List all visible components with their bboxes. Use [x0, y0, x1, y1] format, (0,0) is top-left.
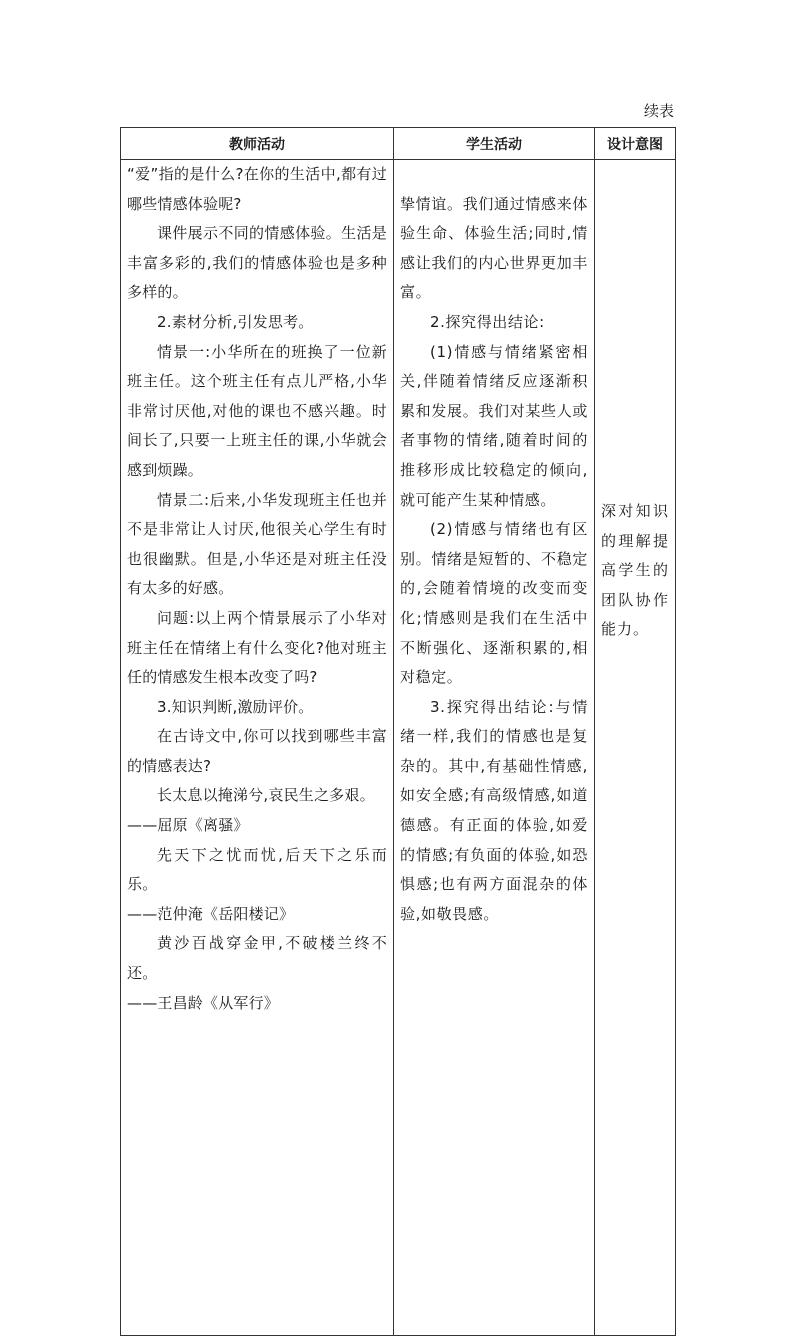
student-paragraph: 3.探究得出结论:与情绪一样,我们的情感也是复杂的。其中,有基础性情感,如安全感;有高级情感,如道德感。有正面的体验,如爱的情感;有负面的体验,如恐惧感;也有两方面混杂的体验,如敬畏感。 [400, 697, 588, 923]
teacher-paragraph: 2.素材分析,引发思考。 [157, 312, 314, 331]
table-row [121, 160, 676, 1336]
student-paragraph [400, 160, 588, 190]
design-intent-cell [595, 160, 676, 1336]
teacher-paragraph: 长太息以掩涕兮,哀民生之多艰。 [157, 786, 375, 805]
table-header-row [121, 128, 676, 160]
teacher-paragraph: 情景一:小华所在的班换了一位新班主任。这个班主任有点儿严格,小华非常讨厌他,对他的课也不感兴趣。时间长了,只要一上班主任的课,小华就会感到烦躁。 [127, 342, 387, 479]
teacher-paragraph: 先天下之忧而忧,后天下之乐而乐。 [127, 845, 387, 894]
teacher-paragraph: ——范仲淹《岳阳楼记》 [127, 904, 295, 923]
teacher-paragraph: 黄沙百战穿金甲,不破楼兰终不还。 [127, 934, 387, 983]
teacher-paragraph: ——王昌龄《从军行》 [127, 993, 280, 1012]
student-paragraph: (2)情感与情绪也有区别。情绪是短暂的、不稳定的,会随着情境的改变而变化;情感则是我们在生活中不断强化、逐渐积累的,相对稳定。 [400, 520, 588, 687]
teacher-activity-cell [121, 160, 394, 1336]
teacher-paragraph: 3.知识判断,激励评价。 [157, 697, 314, 716]
teacher-paragraph: 情景二:后来,小华发现班主任也并不是非常让人讨厌,他很关心学生有时也很幽默。但是,小华还是对班主任没有太多的好感。 [127, 490, 387, 598]
continued-table-label: 续表 [643, 102, 674, 120]
student-activity-cell [394, 160, 595, 1336]
teacher-paragraph: ——屈原《离骚》 [127, 816, 249, 835]
header-student-activity: 学生活动 [394, 128, 595, 160]
student-paragraph: 2.探究得出结论: [430, 312, 545, 331]
teacher-paragraph: 课件展示不同的情感体验。生活是丰富多彩的,我们的情感体验也是多种多样的。 [127, 224, 387, 302]
header-design-intent: 设计意图 [595, 128, 676, 160]
design-intent-text: 深对知识的理解提高学生的团队协作能力。 [601, 502, 669, 639]
lesson-plan-table [120, 127, 676, 1336]
student-paragraph: (1)情感与情绪紧密相关,伴随着情绪反应逐渐积累和发展。我们对某些人或者事物的情绪,随着时间的推移形成比较稳定的倾向,就可能产生某种情感。 [400, 342, 588, 509]
teacher-paragraph: “爱”指的是什么?在你的生活中,都有过哪些情感体验呢? [127, 165, 387, 213]
teacher-paragraph: 问题:以上两个情景展示了小华对班主任在情绪上有什么变化?他对班主任的情感发生根本改变了吗? [127, 608, 387, 687]
header-teacher-activity: 教师活动 [121, 128, 394, 160]
teacher-paragraph: 在古诗文中,你可以找到哪些丰富的情感表达? [127, 727, 387, 775]
student-paragraph: 挚情谊。我们通过情感来体验生命、体验生活;同时,情感让我们的内心世界更加丰富。 [400, 194, 588, 302]
